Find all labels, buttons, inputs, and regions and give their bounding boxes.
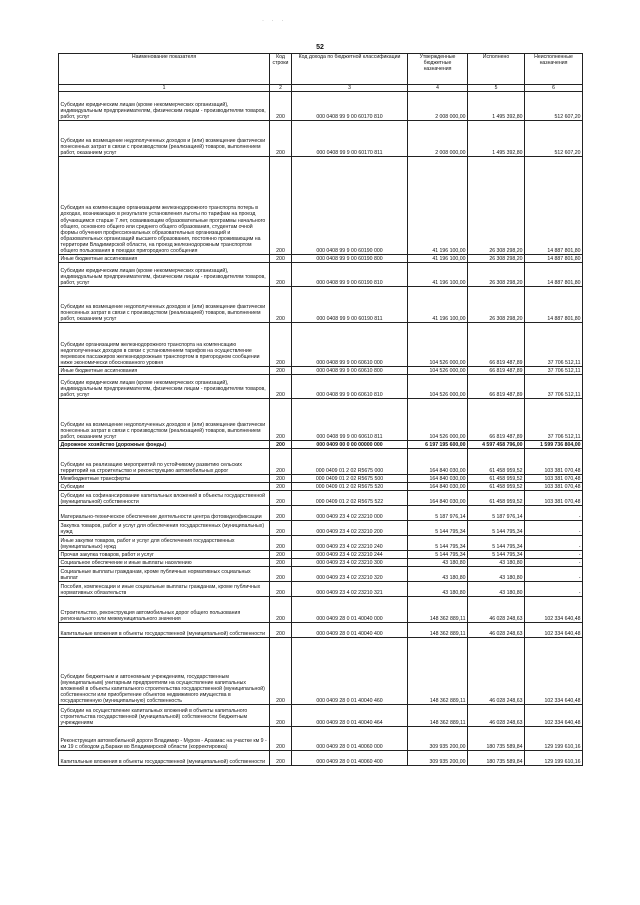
table-row [59,559,583,567]
row-approved: 41 196 100,00 [408,287,468,323]
table-row [59,491,583,506]
row-executed: 66 819 487,89 [468,323,525,367]
column-number: 3 [292,85,408,92]
row-name: Субсидии на возмещение недополученных доходов и (или) возмещение фактически понесенных затрат в связи с производством (реализацией) товаров, выполнением работ, оказанием услуг [59,121,270,157]
row-income-code: 000 0408 99 9 00 60170 811 [292,121,408,157]
row-unexecuted: 102 334 640,48 [525,638,583,705]
row-executed: 5 187 976,14 [468,506,525,521]
header-approved: Утвержденные бюджетные назначения [408,54,468,85]
row-line-code: 200 [270,491,292,506]
row-income-code: 000 0409 23 4 02 23210 321 [292,582,408,597]
row-unexecuted: 103 381 070,48 [525,483,583,491]
row-name: Субсидии на возмещение недополученных доходов и (или) возмещение фактически понесенных затрат в связи с производством (реализацией) товаров, выполнением работ, оказанием услуг [59,287,270,323]
row-approved: 43 180,80 [408,559,468,567]
row-income-code: 000 0409 28 0 01 40040 460 [292,638,408,705]
row-approved: 104 526 000,00 [408,323,468,367]
row-income-code: 000 0409 28 0 01 40060 000 [292,727,408,751]
row-income-code: 000 0409 23 4 02 23210 244 [292,551,408,559]
row-unexecuted: 37 706 512,11 [525,375,583,399]
row-line-code: 200 [270,367,292,375]
row-name: Реконструкция автомобильной дороги Владимир - Муром - Арзамас на участке км 9 - км 19 с обходом д.Бараки во Владимирской области (корректировка) [59,727,270,751]
row-unexecuted: - [525,536,583,551]
row-name: Иные закупки товаров, работ и услуг для обеспечения государственных (муниципальных) нужд [59,536,270,551]
row-income-code: 000 0409 23 4 02 23210 300 [292,559,408,567]
row-name: Иные бюджетные ассигнования [59,367,270,375]
row-income-code: 000 0408 99 9 00 60190 000 [292,157,408,255]
row-line-code: 200 [270,399,292,441]
row-line-code: 200 [270,751,292,766]
row-name: Субсидии бюджетным и автономным учреждениям, государственным (муниципальным) унитарным предприятиям на осуществление капитальных вложений в объекты капитального строительства государственной (муниципальной) собственности или приобретение объектов недвижимого имущества в государственную (муниципальную) собственность [59,638,270,705]
row-approved: 2 008 000,00 [408,121,468,157]
table-row [59,521,583,536]
row-executed: 43 180,80 [468,567,525,582]
table-row [59,638,583,705]
row-line-code: 200 [270,475,292,483]
row-approved: 164 840 030,00 [408,483,468,491]
row-unexecuted: - [525,582,583,597]
row-executed: 5 144 795,34 [468,551,525,559]
row-unexecuted: - [525,567,583,582]
row-income-code: 000 0408 99 9 00 60170 810 [292,92,408,121]
row-unexecuted: 14 887 801,80 [525,255,583,263]
table-row [59,367,583,375]
table-row [59,475,583,483]
row-line-code: 200 [270,449,292,475]
row-income-code: 000 0409 01 2 02 R5675 522 [292,491,408,506]
row-name: Субсидии юридическим лицам (кроме некоммерческих организаций), индивидуальным предпринимателям, физическим лицам - производителям товаров, работ, услуг [59,92,270,121]
row-unexecuted: 14 887 801,80 [525,263,583,287]
row-name: Субсидии на реализацию мероприятий по устойчивому развитию сельских территорий на строительство и реконструкцию автомобильных дорог [59,449,270,475]
row-income-code: 000 0408 99 9 00 60610 811 [292,399,408,441]
row-name: Субсидии на осуществление капитальных вложений в объекты капитального строительства государственной (муниципальной) собственности бюджетным учреждениям [59,705,270,727]
header-income-code: Код дохода по бюджетной классификации [292,54,408,85]
row-name: Межбюджетные трансферты [59,475,270,483]
row-executed: 180 735 589,84 [468,751,525,766]
table-row [59,483,583,491]
row-name: Дорожное хозяйство (дорожные фонды) [59,441,270,449]
table-row [59,287,583,323]
row-line-code: 200 [270,705,292,727]
row-unexecuted: 512 607,20 [525,121,583,157]
row-name: Строительство, реконструкция автомобильных дорог общего пользования регионального или межмуниципального значения [59,597,270,623]
row-executed: 66 819 487,89 [468,375,525,399]
row-income-code: 000 0409 28 0 01 40040 000 [292,597,408,623]
row-approved: 2 008 000,00 [408,92,468,121]
row-approved: 148 362 889,11 [408,623,468,638]
table-row [59,157,583,255]
row-income-code: 000 0409 23 4 02 23210 240 [292,536,408,551]
row-line-code: 200 [270,582,292,597]
row-approved: 43 180,80 [408,582,468,597]
row-name: Субсидии на возмещение недополученных доходов и (или) возмещение фактически понесенных затрат в связи с производством (реализацией) товаров, выполнением работ, оказанием услуг [59,399,270,441]
row-executed: 1 495 392,80 [468,121,525,157]
row-approved: 104 526 000,00 [408,375,468,399]
row-executed: 1 495 392,80 [468,92,525,121]
header-unexecuted: Неисполненные назначения [525,54,583,85]
row-line-code: 200 [270,638,292,705]
row-income-code: 000 0409 00 0 00 00000 000 [292,441,408,449]
row-income-code: 000 0409 28 0 01 40040 464 [292,705,408,727]
row-name: Капитальные вложения в объекты государственной (муниципальной) собственности [59,623,270,638]
row-approved: 164 840 030,00 [408,475,468,483]
row-name: Субсидии организациям железнодорожного транспорта на компенсацию недополученных доходов в связи с установлением тарифов на осуществление перевозок пассажиров железнодорожным транспортом в пригородном сообщении ниже экономически обоснованного уровня [59,323,270,367]
row-line-code: 200 [270,506,292,521]
row-approved: 104 526 000,00 [408,367,468,375]
table-row [59,263,583,287]
row-line-code: 200 [270,727,292,751]
table-row [59,323,583,367]
row-approved: 148 362 889,11 [408,597,468,623]
row-approved: 6 197 195 600,00 [408,441,468,449]
row-unexecuted: 37 706 512,11 [525,367,583,375]
row-income-code: 000 0409 28 0 01 40040 400 [292,623,408,638]
row-unexecuted: 103 381 070,48 [525,475,583,483]
row-line-code: 200 [270,521,292,536]
row-income-code: 000 0408 99 9 00 60190 811 [292,287,408,323]
table-row [59,567,583,582]
row-approved: 43 180,80 [408,567,468,582]
row-name: Субсидия на компенсацию организациям железнодорожного транспорта потерь в доходах, возникающих в результате установления льготы по тарифам на проезд обучающимся старше 7 лет, осваивающим образовательные программы начального общего, основного общего или среднего общего образования, студентам очной формы обучения профессиональных образовательных организаций и образовательных организаций высшего образования, постоянно проживающим на территории Владимирской области, на проезд железнодорожным транспортом общего пользования в поездах пригородного сообщения [59,157,270,255]
row-executed: 26 308 298,20 [468,255,525,263]
header-line-code: Код строки [270,54,292,85]
row-approved: 309 935 200,00 [408,751,468,766]
row-line-code: 200 [270,375,292,399]
row-line-code: 200 [270,287,292,323]
row-executed: 61 458 959,52 [468,483,525,491]
row-line-code: 200 [270,483,292,491]
row-executed: 46 028 248,63 [468,623,525,638]
row-income-code: 000 0408 99 9 00 60610 810 [292,375,408,399]
column-number: 5 [468,85,525,92]
row-unexecuted: - [525,521,583,536]
row-executed: 46 028 248,63 [468,597,525,623]
header-name: Наименование показателя [59,54,270,85]
row-name: Субсидии юридическим лицам (кроме некоммерческих организаций), индивидуальным предпринимателям, физическим лицам - производителям товаров, работ, услуг [59,263,270,287]
row-name: Иные бюджетные ассигнования [59,255,270,263]
table-row [59,255,583,263]
table-row [59,536,583,551]
row-unexecuted: 37 706 512,11 [525,399,583,441]
row-income-code: 000 0409 01 2 02 R5675 000 [292,449,408,475]
table-header-row [59,54,583,85]
row-name: Субсидии на софинансирование капитальных вложений в объекты государственной (муниципальной) собственности [59,491,270,506]
row-line-code: 200 [270,255,292,263]
row-line-code: 200 [270,567,292,582]
row-unexecuted: - [525,506,583,521]
row-line-code: 200 [270,263,292,287]
table-row [59,597,583,623]
row-executed: 66 819 487,89 [468,399,525,441]
table-row [59,375,583,399]
row-executed: 5 144 795,34 [468,521,525,536]
row-income-code: 000 0409 01 2 02 R5675 520 [292,483,408,491]
table-row [59,506,583,521]
row-approved: 41 196 100,00 [408,263,468,287]
row-unexecuted: 512 607,20 [525,92,583,121]
row-unexecuted: 103 381 070,48 [525,449,583,475]
table-row [59,623,583,638]
row-name: Субсидии [59,483,270,491]
column-number: 2 [270,85,292,92]
row-executed: 4 597 458 796,00 [468,441,525,449]
table-row [59,705,583,727]
table-row [59,582,583,597]
row-name: Капитальные вложения в объекты государственной (муниципальной) собственности [59,751,270,766]
row-approved: 148 362 889,11 [408,705,468,727]
table-row [59,441,583,449]
row-income-code: 000 0408 99 9 00 60190 810 [292,263,408,287]
row-income-code: 000 0408 99 9 00 60610 000 [292,323,408,367]
row-unexecuted: 103 381 070,48 [525,491,583,506]
row-unexecuted: 129 199 610,16 [525,751,583,766]
row-approved: 164 840 030,00 [408,491,468,506]
row-approved: 5 144 795,34 [408,521,468,536]
row-line-code: 200 [270,597,292,623]
row-approved: 41 196 100,00 [408,255,468,263]
row-unexecuted: 1 599 736 804,00 [525,441,583,449]
row-line-code: 200 [270,536,292,551]
row-approved: 164 840 030,00 [408,449,468,475]
row-approved: 5 144 795,34 [408,536,468,551]
row-name: Социальное обеспечение и иные выплаты населению [59,559,270,567]
column-number: 4 [408,85,468,92]
row-unexecuted: 102 334 640,48 [525,623,583,638]
row-line-code: 200 [270,121,292,157]
row-approved: 41 196 100,00 [408,157,468,255]
row-line-code: 200 [270,551,292,559]
row-approved: 5 187 976,14 [408,506,468,521]
row-income-code: 000 0409 23 4 02 23210 320 [292,567,408,582]
row-unexecuted: 102 334 640,48 [525,597,583,623]
table-row [59,551,583,559]
row-unexecuted: 37 706 512,11 [525,323,583,367]
table-row [59,121,583,157]
budget-execution-table [58,53,583,766]
scan-speck: · · · [262,18,287,24]
row-name: Социальные выплаты гражданам, кроме публичных нормативных социальных выплат [59,567,270,582]
row-unexecuted: 14 887 801,80 [525,157,583,255]
row-executed: 43 180,80 [468,582,525,597]
row-line-code: 200 [270,157,292,255]
table-row [59,727,583,751]
row-unexecuted: 14 887 801,80 [525,287,583,323]
row-income-code: 000 0408 99 9 00 60190 800 [292,255,408,263]
row-line-code: 200 [270,441,292,449]
row-unexecuted: 129 199 610,16 [525,727,583,751]
row-income-code: 000 0409 23 4 02 23210 000 [292,506,408,521]
header-executed: Исполнено [468,54,525,85]
row-line-code: 200 [270,92,292,121]
table-row [59,449,583,475]
column-number: 6 [525,85,583,92]
row-income-code: 000 0409 28 0 01 40060 400 [292,751,408,766]
row-executed: 26 308 298,20 [468,263,525,287]
row-approved: 309 935 200,00 [408,727,468,751]
row-executed: 26 308 298,20 [468,287,525,323]
row-unexecuted: - [525,559,583,567]
column-number: 1 [59,85,270,92]
row-name: Закупка товаров, работ и услуг для обеспечения государственных (муниципальных) нужд [59,521,270,536]
row-executed: 5 144 795,34 [468,536,525,551]
row-executed: 61 458 959,52 [468,449,525,475]
row-executed: 46 028 248,63 [468,705,525,727]
row-approved: 148 362 889,11 [408,638,468,705]
row-approved: 104 526 000,00 [408,399,468,441]
row-name: Субсидии юридическим лицам (кроме некоммерческих организаций), индивидуальным предпринимателям, физическим лицам - производителям товаров, работ, услуг [59,375,270,399]
page-number: 52 [316,44,324,51]
row-name: Материально-техническое обеспечение деятельности центра фотовидеофиксации [59,506,270,521]
row-executed: 26 308 298,20 [468,157,525,255]
row-executed: 66 819 487,89 [468,367,525,375]
table-row [59,399,583,441]
row-executed: 46 028 248,63 [468,638,525,705]
row-executed: 61 458 959,52 [468,475,525,483]
row-unexecuted: - [525,551,583,559]
row-approved: 5 144 795,34 [408,551,468,559]
row-line-code: 200 [270,559,292,567]
row-unexecuted: 102 334 640,48 [525,705,583,727]
row-name: Пособия, компенсации и иные социальные выплаты гражданам, кроме публичных нормативных обязательств [59,582,270,597]
row-income-code: 000 0408 99 9 00 60610 800 [292,367,408,375]
row-executed: 61 458 959,52 [468,491,525,506]
row-name: Прочая закупка товаров, работ и услуг [59,551,270,559]
row-executed: 43 180,80 [468,559,525,567]
row-income-code: 000 0409 23 4 02 23210 200 [292,521,408,536]
column-number-row [59,85,583,92]
row-line-code: 200 [270,623,292,638]
table-row [59,751,583,766]
row-income-code: 000 0409 01 2 02 R5675 500 [292,475,408,483]
table-row [59,92,583,121]
row-line-code: 200 [270,323,292,367]
row-executed: 180 735 589,84 [468,727,525,751]
